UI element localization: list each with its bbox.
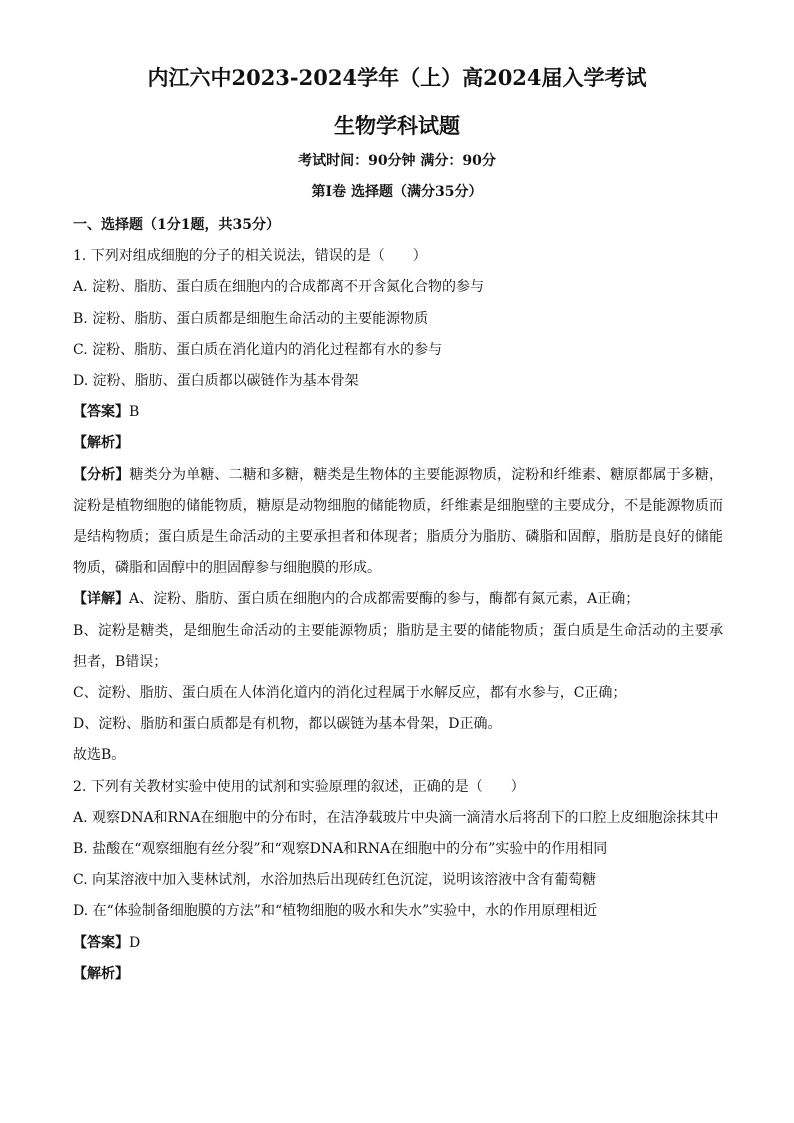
- question-1-answer: [73, 397, 723, 428]
- question-2-answer: [73, 928, 723, 959]
- fenxi-tag: 【分析】: [73, 466, 130, 483]
- question-1-option-c: C. 淀粉、脂肪、蛋白质在消化道内的消化过程都有水的参与: [73, 341, 443, 358]
- question-2-analysis-tag: 【解析】: [73, 965, 129, 982]
- section-heading: 一、选择题（1分1题，共35分）: [73, 217, 280, 233]
- answer-tag: 【答案】: [73, 934, 129, 951]
- question-2-option-c: C. 向某溶液中加入斐林试剂，水浴加热后出现砖红色沉淀，说明该溶液中含有葡萄糖: [73, 872, 597, 889]
- question-1-fenxi: [73, 460, 723, 585]
- question-1-option-b: B. 淀粉、脂肪、蛋白质都是细胞生命活动的主要能源物质: [73, 310, 429, 327]
- exam-info: 考试时间：90分钟 满分：90分: [298, 153, 496, 169]
- part-title: 第I卷 选择题（满分35分）: [311, 184, 483, 200]
- question-1-xiangjie-c: C、淀粉、脂肪、蛋白质在人体消化道内的消化过程属于水解反应，都有水参与，C正确；: [73, 685, 627, 702]
- exam-title: 内江六中2023-2024学年（上）高2024届入学考试: [147, 65, 647, 90]
- question-2-stem: 2. 下列有关教材实验中使用的试剂和实验原理的叙述，正确的是（ ）: [73, 778, 525, 795]
- question-1-conclusion: 故选B。: [73, 747, 126, 764]
- fenxi-text: 糖类分为单糖、二糖和多糖，糖类是生物体的主要能源物质，淀粉和纤维素、糖原都属于多糖，淀粉是植物细胞的储能物质，糖原是动物细胞的储能物质，纤维素是细胞壁的主要成分，不是能源物质而是结构物质；蛋白质是生命活动的主要承担者和体现者；脂质分为脂肪、磷脂和固醇，脂肪是良好的储能物质，磷脂和固醇中的胆固醇参与细胞膜的形成。: [73, 466, 724, 577]
- question-1-option-a: A. 淀粉、脂肪、蛋白质在细胞内的合成都离不开含氮化合物的参与: [73, 279, 485, 296]
- answer-value: D: [129, 934, 141, 951]
- xiangjie-a-text: A、淀粉、脂肪、蛋白质在细胞内的合成都需要酶的参与，酶都有氮元素，A正确；: [129, 591, 640, 608]
- question-1-analysis-tag: 【解析】: [73, 435, 129, 452]
- xiangjie-tag: 【详解】: [73, 591, 129, 608]
- document-body: [73, 210, 723, 990]
- answer-tag: 【答案】: [73, 404, 129, 421]
- question-2-option-b: B. 盐酸在“观察细胞有丝分裂”和“观察DNA和RNA在细胞中的分布”实验中的作用相同: [73, 841, 608, 858]
- subject-title: 生物学科试题: [334, 113, 460, 138]
- question-2-option-d: D. 在“体验制备细胞膜的方法”和“植物细胞的吸水和失水”实验中，水的作用原理相近: [73, 903, 598, 920]
- question-1-option-d: D. 淀粉、脂肪、蛋白质都以碳链作为基本骨架: [73, 373, 359, 390]
- question-1-xiangjie-d: D、淀粉、脂肪和蛋白质都是有机物，都以碳链为基本骨架，D正确。: [73, 716, 502, 733]
- question-2-option-a: A. 观察DNA和RNA在细胞中的分布时，在洁净载玻片中央滴一滴清水后将刮下的口腔上皮细胞涂抹其中: [73, 809, 719, 826]
- question-1-stem: 1. 下列对组成细胞的分子的相关说法，错误的是（ ）: [73, 248, 427, 265]
- answer-value: B: [129, 404, 140, 421]
- question-1-xiangjie-b: B、淀粉是糖类，是细胞生命活动的主要能源物质；脂肪是主要的储能物质；蛋白质是生命活动的主要承担者，B错误；: [73, 622, 723, 670]
- question-1-xiangjie-a: [73, 584, 723, 615]
